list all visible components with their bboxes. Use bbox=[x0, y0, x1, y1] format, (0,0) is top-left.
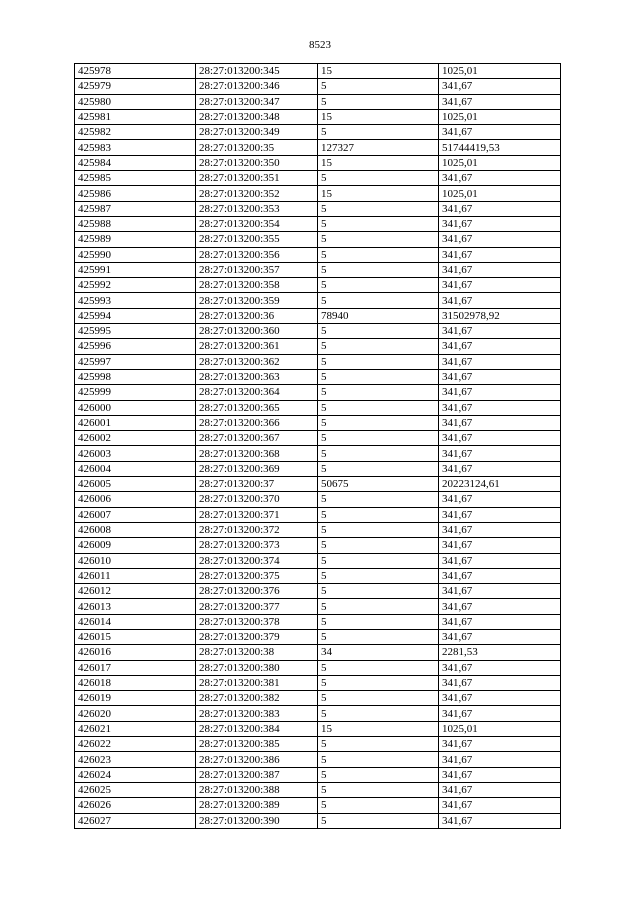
record-number-cell: 426014 bbox=[75, 614, 196, 629]
table-row bbox=[75, 64, 561, 79]
table-row bbox=[75, 798, 561, 813]
area-cell: 5 bbox=[318, 691, 439, 706]
table-row bbox=[75, 247, 561, 262]
table-body bbox=[75, 64, 561, 829]
record-number-cell: 426019 bbox=[75, 691, 196, 706]
cadastral-number-cell: 28:27:013200:360 bbox=[196, 324, 318, 339]
table-row bbox=[75, 538, 561, 553]
record-number-cell: 425996 bbox=[75, 339, 196, 354]
area-cell: 5 bbox=[318, 706, 439, 721]
cadastral-number-cell: 28:27:013200:381 bbox=[196, 675, 318, 690]
record-number-cell: 425980 bbox=[75, 94, 196, 109]
cadastral-number-cell: 28:27:013200:390 bbox=[196, 813, 318, 828]
cadastral-number-cell: 28:27:013200:356 bbox=[196, 247, 318, 262]
record-number-cell: 426016 bbox=[75, 645, 196, 660]
value-cell: 1025,01 bbox=[439, 64, 561, 79]
area-cell: 5 bbox=[318, 813, 439, 828]
table-row bbox=[75, 278, 561, 293]
record-number-cell: 425982 bbox=[75, 125, 196, 140]
value-cell: 341,67 bbox=[439, 614, 561, 629]
area-cell: 5 bbox=[318, 431, 439, 446]
area-cell: 5 bbox=[318, 385, 439, 400]
value-cell: 341,67 bbox=[439, 675, 561, 690]
cadastral-number-cell: 28:27:013200:372 bbox=[196, 522, 318, 537]
area-cell: 5 bbox=[318, 599, 439, 614]
area-cell: 127327 bbox=[318, 140, 439, 155]
table-row bbox=[75, 507, 561, 522]
value-cell: 341,67 bbox=[439, 385, 561, 400]
cadastral-number-cell: 28:27:013200:352 bbox=[196, 186, 318, 201]
value-cell: 341,67 bbox=[439, 201, 561, 216]
area-cell: 5 bbox=[318, 339, 439, 354]
area-cell: 5 bbox=[318, 247, 439, 262]
record-number-cell: 426021 bbox=[75, 721, 196, 736]
value-cell: 341,67 bbox=[439, 216, 561, 231]
cadastral-number-cell: 28:27:013200:385 bbox=[196, 737, 318, 752]
cadastral-number-cell: 28:27:013200:348 bbox=[196, 109, 318, 124]
table-row bbox=[75, 737, 561, 752]
table-row bbox=[75, 584, 561, 599]
record-number-cell: 426008 bbox=[75, 522, 196, 537]
cadastral-number-cell: 28:27:013200:368 bbox=[196, 446, 318, 461]
cadastral-number-cell: 28:27:013200:363 bbox=[196, 369, 318, 384]
record-number-cell: 426000 bbox=[75, 400, 196, 415]
cadastral-number-cell: 28:27:013200:359 bbox=[196, 293, 318, 308]
cadastral-number-cell: 28:27:013200:371 bbox=[196, 507, 318, 522]
value-cell: 341,67 bbox=[439, 461, 561, 476]
area-cell: 5 bbox=[318, 232, 439, 247]
record-number-cell: 426027 bbox=[75, 813, 196, 828]
value-cell: 341,67 bbox=[439, 247, 561, 262]
table-row bbox=[75, 767, 561, 782]
area-cell: 15 bbox=[318, 186, 439, 201]
area-cell: 15 bbox=[318, 64, 439, 79]
area-cell: 5 bbox=[318, 216, 439, 231]
cadastral-number-cell: 28:27:013200:377 bbox=[196, 599, 318, 614]
value-cell: 341,67 bbox=[439, 446, 561, 461]
cadastral-number-cell: 28:27:013200:373 bbox=[196, 538, 318, 553]
value-cell: 341,67 bbox=[439, 400, 561, 415]
record-number-cell: 425979 bbox=[75, 79, 196, 94]
area-cell: 5 bbox=[318, 94, 439, 109]
table-row bbox=[75, 140, 561, 155]
cadastral-number-cell: 28:27:013200:37 bbox=[196, 477, 318, 492]
value-cell: 1025,01 bbox=[439, 109, 561, 124]
cadastral-number-cell: 28:27:013200:386 bbox=[196, 752, 318, 767]
value-cell: 1025,01 bbox=[439, 186, 561, 201]
value-cell: 341,67 bbox=[439, 813, 561, 828]
table-row bbox=[75, 415, 561, 430]
cadastral-number-cell: 28:27:013200:369 bbox=[196, 461, 318, 476]
record-number-cell: 425986 bbox=[75, 186, 196, 201]
record-number-cell: 425995 bbox=[75, 324, 196, 339]
area-cell: 78940 bbox=[318, 308, 439, 323]
record-number-cell: 426025 bbox=[75, 782, 196, 797]
table-row bbox=[75, 354, 561, 369]
table-row bbox=[75, 109, 561, 124]
value-cell: 341,67 bbox=[439, 339, 561, 354]
value-cell: 341,67 bbox=[439, 79, 561, 94]
table-row bbox=[75, 782, 561, 797]
cadastral-number-cell: 28:27:013200:357 bbox=[196, 262, 318, 277]
record-number-cell: 426026 bbox=[75, 798, 196, 813]
record-number-cell: 425978 bbox=[75, 64, 196, 79]
record-number-cell: 426015 bbox=[75, 629, 196, 644]
table-row bbox=[75, 553, 561, 568]
table-row bbox=[75, 599, 561, 614]
cadastral-number-cell: 28:27:013200:374 bbox=[196, 553, 318, 568]
record-number-cell: 425999 bbox=[75, 385, 196, 400]
value-cell: 341,67 bbox=[439, 599, 561, 614]
value-cell: 341,67 bbox=[439, 324, 561, 339]
record-number-cell: 426004 bbox=[75, 461, 196, 476]
value-cell: 341,67 bbox=[439, 706, 561, 721]
cadastral-number-cell: 28:27:013200:367 bbox=[196, 431, 318, 446]
value-cell: 341,67 bbox=[439, 278, 561, 293]
value-cell: 341,67 bbox=[439, 553, 561, 568]
cadastral-number-cell: 28:27:013200:38 bbox=[196, 645, 318, 660]
table-row bbox=[75, 431, 561, 446]
area-cell: 5 bbox=[318, 660, 439, 675]
value-cell: 341,67 bbox=[439, 369, 561, 384]
value-cell: 341,67 bbox=[439, 171, 561, 186]
table-row bbox=[75, 660, 561, 675]
value-cell: 51744419,53 bbox=[439, 140, 561, 155]
value-cell: 341,67 bbox=[439, 767, 561, 782]
value-cell: 341,67 bbox=[439, 354, 561, 369]
record-number-cell: 426006 bbox=[75, 492, 196, 507]
area-cell: 15 bbox=[318, 155, 439, 170]
cadastral-number-cell: 28:27:013200:370 bbox=[196, 492, 318, 507]
area-cell: 5 bbox=[318, 507, 439, 522]
value-cell: 341,67 bbox=[439, 798, 561, 813]
cadastral-number-cell: 28:27:013200:378 bbox=[196, 614, 318, 629]
table-row bbox=[75, 614, 561, 629]
table-row bbox=[75, 568, 561, 583]
value-cell: 20223124,61 bbox=[439, 477, 561, 492]
cadastral-number-cell: 28:27:013200:364 bbox=[196, 385, 318, 400]
cadastral-number-cell: 28:27:013200:346 bbox=[196, 79, 318, 94]
area-cell: 5 bbox=[318, 798, 439, 813]
record-number-cell: 426011 bbox=[75, 568, 196, 583]
cadastral-number-cell: 28:27:013200:350 bbox=[196, 155, 318, 170]
area-cell: 5 bbox=[318, 614, 439, 629]
record-number-cell: 426020 bbox=[75, 706, 196, 721]
value-cell: 341,67 bbox=[439, 262, 561, 277]
value-cell: 341,67 bbox=[439, 507, 561, 522]
table-row bbox=[75, 339, 561, 354]
area-cell: 5 bbox=[318, 782, 439, 797]
table-row bbox=[75, 675, 561, 690]
value-cell: 341,67 bbox=[439, 522, 561, 537]
record-number-cell: 426023 bbox=[75, 752, 196, 767]
record-number-cell: 425989 bbox=[75, 232, 196, 247]
table-row bbox=[75, 400, 561, 415]
table-row bbox=[75, 706, 561, 721]
table-row bbox=[75, 385, 561, 400]
cadastral-table bbox=[74, 63, 561, 829]
table-row bbox=[75, 477, 561, 492]
value-cell: 341,67 bbox=[439, 492, 561, 507]
cadastral-number-cell: 28:27:013200:383 bbox=[196, 706, 318, 721]
cadastral-number-cell: 28:27:013200:349 bbox=[196, 125, 318, 140]
record-number-cell: 426003 bbox=[75, 446, 196, 461]
record-number-cell: 425984 bbox=[75, 155, 196, 170]
value-cell: 341,67 bbox=[439, 752, 561, 767]
cadastral-number-cell: 28:27:013200:375 bbox=[196, 568, 318, 583]
area-cell: 5 bbox=[318, 737, 439, 752]
value-cell: 341,67 bbox=[439, 782, 561, 797]
table-row bbox=[75, 691, 561, 706]
cadastral-number-cell: 28:27:013200:361 bbox=[196, 339, 318, 354]
area-cell: 5 bbox=[318, 79, 439, 94]
cadastral-number-cell: 28:27:013200:366 bbox=[196, 415, 318, 430]
table-row bbox=[75, 629, 561, 644]
record-number-cell: 425994 bbox=[75, 308, 196, 323]
table-row bbox=[75, 369, 561, 384]
cadastral-number-cell: 28:27:013200:379 bbox=[196, 629, 318, 644]
area-cell: 5 bbox=[318, 369, 439, 384]
value-cell: 341,67 bbox=[439, 660, 561, 675]
area-cell: 5 bbox=[318, 584, 439, 599]
record-number-cell: 425981 bbox=[75, 109, 196, 124]
table-row bbox=[75, 324, 561, 339]
cadastral-number-cell: 28:27:013200:382 bbox=[196, 691, 318, 706]
cadastral-number-cell: 28:27:013200:365 bbox=[196, 400, 318, 415]
table-row bbox=[75, 171, 561, 186]
table-row bbox=[75, 232, 561, 247]
table-row bbox=[75, 186, 561, 201]
area-cell: 34 bbox=[318, 645, 439, 660]
cadastral-number-cell: 28:27:013200:355 bbox=[196, 232, 318, 247]
area-cell: 5 bbox=[318, 629, 439, 644]
record-number-cell: 426013 bbox=[75, 599, 196, 614]
area-cell: 5 bbox=[318, 461, 439, 476]
record-number-cell: 425987 bbox=[75, 201, 196, 216]
record-number-cell: 426012 bbox=[75, 584, 196, 599]
cadastral-number-cell: 28:27:013200:347 bbox=[196, 94, 318, 109]
table-row bbox=[75, 461, 561, 476]
cadastral-number-cell: 28:27:013200:358 bbox=[196, 278, 318, 293]
area-cell: 5 bbox=[318, 752, 439, 767]
record-number-cell: 426001 bbox=[75, 415, 196, 430]
cadastral-number-cell: 28:27:013200:35 bbox=[196, 140, 318, 155]
table-row bbox=[75, 752, 561, 767]
cadastral-number-cell: 28:27:013200:354 bbox=[196, 216, 318, 231]
record-number-cell: 426002 bbox=[75, 431, 196, 446]
record-number-cell: 426009 bbox=[75, 538, 196, 553]
record-number-cell: 425997 bbox=[75, 354, 196, 369]
area-cell: 50675 bbox=[318, 477, 439, 492]
value-cell: 31502978,92 bbox=[439, 308, 561, 323]
value-cell: 341,67 bbox=[439, 431, 561, 446]
area-cell: 5 bbox=[318, 354, 439, 369]
table-row bbox=[75, 216, 561, 231]
record-number-cell: 425998 bbox=[75, 369, 196, 384]
record-number-cell: 426018 bbox=[75, 675, 196, 690]
record-number-cell: 426007 bbox=[75, 507, 196, 522]
table-row bbox=[75, 125, 561, 140]
area-cell: 5 bbox=[318, 400, 439, 415]
record-number-cell: 426017 bbox=[75, 660, 196, 675]
value-cell: 341,67 bbox=[439, 293, 561, 308]
area-cell: 5 bbox=[318, 201, 439, 216]
area-cell: 15 bbox=[318, 721, 439, 736]
table-row bbox=[75, 446, 561, 461]
record-number-cell: 425992 bbox=[75, 278, 196, 293]
table-row bbox=[75, 94, 561, 109]
table-row bbox=[75, 293, 561, 308]
area-cell: 15 bbox=[318, 109, 439, 124]
area-cell: 5 bbox=[318, 262, 439, 277]
record-number-cell: 425990 bbox=[75, 247, 196, 262]
record-number-cell: 426022 bbox=[75, 737, 196, 752]
table-row bbox=[75, 308, 561, 323]
record-number-cell: 425983 bbox=[75, 140, 196, 155]
cadastral-number-cell: 28:27:013200:376 bbox=[196, 584, 318, 599]
record-number-cell: 426005 bbox=[75, 477, 196, 492]
value-cell: 341,67 bbox=[439, 691, 561, 706]
value-cell: 341,67 bbox=[439, 125, 561, 140]
table-row bbox=[75, 155, 561, 170]
record-number-cell: 425988 bbox=[75, 216, 196, 231]
value-cell: 341,67 bbox=[439, 737, 561, 752]
value-cell: 341,67 bbox=[439, 538, 561, 553]
cadastral-number-cell: 28:27:013200:345 bbox=[196, 64, 318, 79]
value-cell: 341,67 bbox=[439, 568, 561, 583]
record-number-cell: 425985 bbox=[75, 171, 196, 186]
area-cell: 5 bbox=[318, 492, 439, 507]
table-row bbox=[75, 813, 561, 828]
area-cell: 5 bbox=[318, 415, 439, 430]
record-number-cell: 426010 bbox=[75, 553, 196, 568]
value-cell: 1025,01 bbox=[439, 721, 561, 736]
record-number-cell: 425991 bbox=[75, 262, 196, 277]
record-number-cell: 425993 bbox=[75, 293, 196, 308]
area-cell: 5 bbox=[318, 171, 439, 186]
cadastral-number-cell: 28:27:013200:362 bbox=[196, 354, 318, 369]
area-cell: 5 bbox=[318, 767, 439, 782]
table-row bbox=[75, 79, 561, 94]
table-row bbox=[75, 262, 561, 277]
area-cell: 5 bbox=[318, 293, 439, 308]
value-cell: 341,67 bbox=[439, 584, 561, 599]
page-number: 8523 bbox=[309, 39, 331, 51]
area-cell: 5 bbox=[318, 553, 439, 568]
value-cell: 341,67 bbox=[439, 415, 561, 430]
area-cell: 5 bbox=[318, 675, 439, 690]
cadastral-number-cell: 28:27:013200:388 bbox=[196, 782, 318, 797]
cadastral-number-cell: 28:27:013200:380 bbox=[196, 660, 318, 675]
area-cell: 5 bbox=[318, 522, 439, 537]
value-cell: 341,67 bbox=[439, 232, 561, 247]
area-cell: 5 bbox=[318, 446, 439, 461]
value-cell: 341,67 bbox=[439, 629, 561, 644]
cadastral-number-cell: 28:27:013200:351 bbox=[196, 171, 318, 186]
table-row bbox=[75, 492, 561, 507]
table-row bbox=[75, 522, 561, 537]
cadastral-number-cell: 28:27:013200:353 bbox=[196, 201, 318, 216]
cadastral-number-cell: 28:27:013200:384 bbox=[196, 721, 318, 736]
area-cell: 5 bbox=[318, 568, 439, 583]
value-cell: 341,67 bbox=[439, 94, 561, 109]
cadastral-number-cell: 28:27:013200:389 bbox=[196, 798, 318, 813]
value-cell: 2281,53 bbox=[439, 645, 561, 660]
area-cell: 5 bbox=[318, 324, 439, 339]
value-cell: 1025,01 bbox=[439, 155, 561, 170]
cadastral-number-cell: 28:27:013200:387 bbox=[196, 767, 318, 782]
area-cell: 5 bbox=[318, 538, 439, 553]
record-number-cell: 426024 bbox=[75, 767, 196, 782]
table-row bbox=[75, 201, 561, 216]
area-cell: 5 bbox=[318, 278, 439, 293]
area-cell: 5 bbox=[318, 125, 439, 140]
cadastral-number-cell: 28:27:013200:36 bbox=[196, 308, 318, 323]
table-row bbox=[75, 721, 561, 736]
table-row bbox=[75, 645, 561, 660]
